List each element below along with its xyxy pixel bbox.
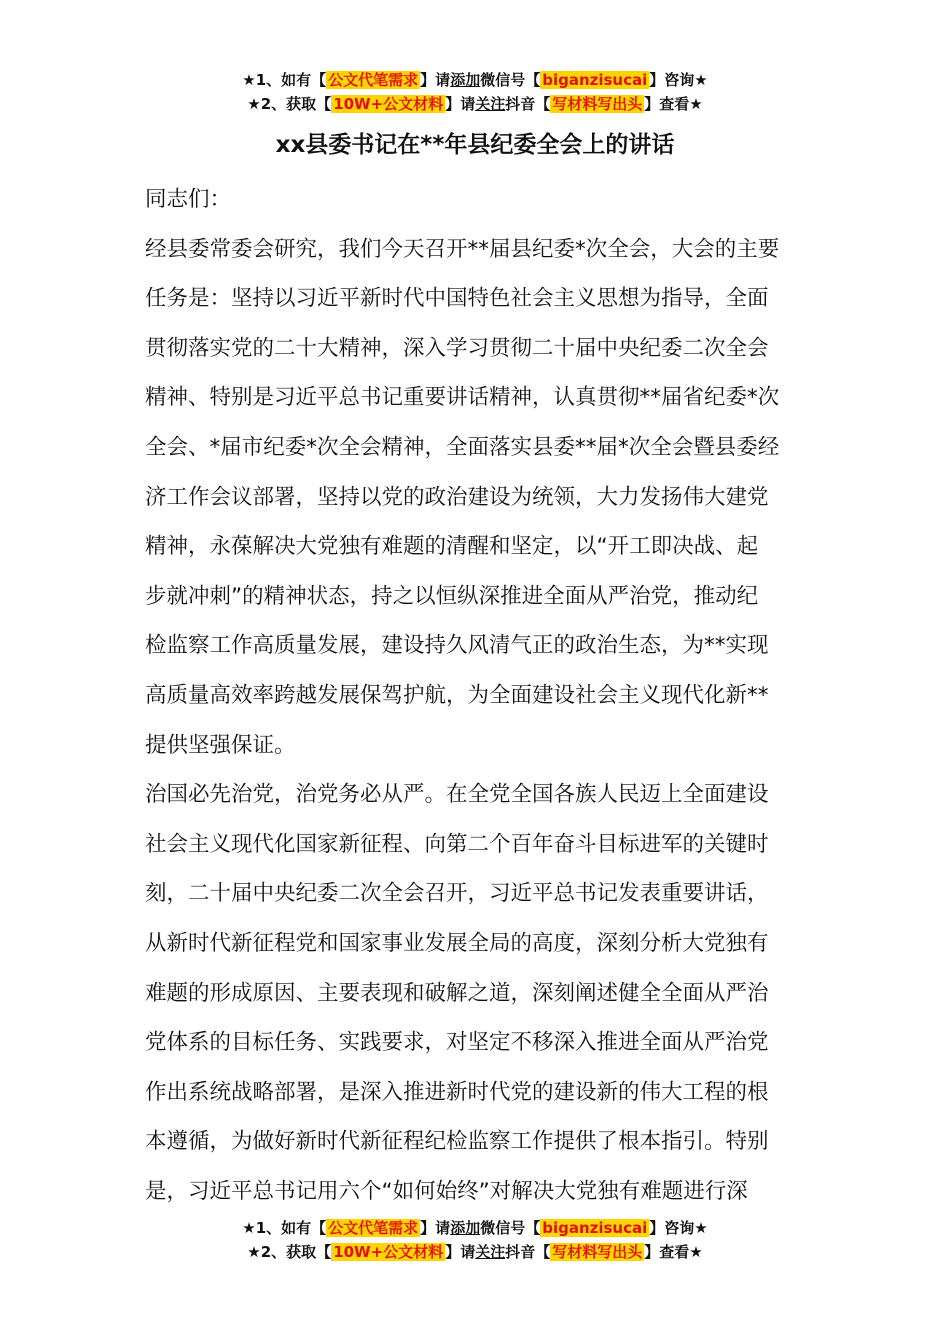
document-title: xx县委书记在**年县纪委全会上的讲话 (275, 132, 675, 158)
promo-text: 】请 (445, 95, 476, 113)
body-line: 作出系统战略部署，是深入推进新时代党的建设新的伟大工程的根 (145, 1079, 769, 1105)
promo-text: 抖音【 (505, 95, 551, 113)
promo-line-1 (0, 68, 950, 92)
promo-highlight: 公文代笔需求 (328, 71, 419, 89)
promo-text: 】查看★ (644, 95, 703, 113)
body-line: 同志们： (145, 187, 232, 212)
body-line: 贯彻落实党的二十大精神，深入学习贯彻二十届中央纪委二次全会 (145, 335, 769, 361)
body-line: 本遵循，为做好新时代新征程纪检监察工作提供了根本指引。特别 (145, 1129, 769, 1155)
body-line: 难题的形成原因、主要表现和破解之道，深刻阐述健全全面从严治 (145, 980, 769, 1006)
promo-emphasis: 关注 (475, 95, 506, 113)
body-line: 任务是：坚持以习近平新时代中国特色社会主义思想为指导，全面 (145, 286, 769, 312)
promo-line-1 (0, 1216, 950, 1240)
body-line: 刻，二十届中央纪委二次全会召开，习近平总书记发表重要讲话， (145, 881, 769, 907)
body-line: 精神，永葆解决大党独有难题的清醒和坚定，以“开工即决战、起 (145, 534, 759, 560)
promo-text: 】咨询★ (649, 71, 708, 89)
body-line: 检监察工作高质量发展，建设持久风清气正的政治生态，为**实现 (145, 633, 769, 659)
body-line: 经县委常委会研究，我们今天召开**届县纪委*次全会，大会的主要 (145, 236, 780, 262)
body-line: 党体系的目标任务、实践要求，对坚定不移深入推进全面从严治党 (145, 1030, 769, 1056)
promo-text: 微信号【 (480, 71, 541, 89)
body-line: 提供坚强保证。 (145, 732, 296, 758)
promo-header (0, 68, 950, 116)
promo-emphasis: 关注 (475, 1243, 506, 1261)
promo-highlight: 10W+公文材料 (333, 95, 444, 113)
promo-line-2 (0, 1240, 950, 1264)
promo-text: ★1、如有【 (242, 71, 327, 89)
promo-text: ★2、获取【 (247, 95, 332, 113)
promo-text: 】咨询★ (649, 1219, 708, 1237)
promo-text: 】请 (420, 1219, 451, 1237)
promo-douyin-name: 写材料写出头 (552, 95, 643, 113)
body-line: 从新时代新征程党和国家事业发展全局的高度，深刻分析大党独有 (145, 930, 769, 956)
body-line: 是，习近平总书记用六个“如何始终”对解决大党独有难题进行深 (145, 1178, 748, 1204)
body-line: 治国必先治党，治党务必从严。在全党全国各族人民迈上全面建设 (145, 782, 769, 808)
promo-wechat-id: biganzisucai (542, 1219, 648, 1237)
promo-highlight: 公文代笔需求 (328, 1219, 419, 1237)
promo-text: 微信号【 (480, 1219, 541, 1237)
promo-line-2 (0, 92, 950, 116)
promo-text: ★1、如有【 (242, 1219, 327, 1237)
body-line: 精神、特别是习近平总书记重要讲话精神，认真贯彻**届省纪委*次 (145, 385, 780, 411)
promo-douyin-name: 写材料写出头 (552, 1243, 643, 1261)
promo-emphasis: 添加 (450, 71, 481, 89)
promo-text: ★2、获取【 (247, 1243, 332, 1261)
body-line: 步就冲刺”的精神状态，持之以恒纵深推进全面从严治党，推动纪 (145, 583, 759, 609)
promo-text: 】请 (420, 71, 451, 89)
body-line: 全会、*届市纪委*次全会精神，全面落实县委**届*次全会暨县委经 (145, 434, 780, 460)
promo-footer (0, 1216, 950, 1264)
promo-text: 抖音【 (505, 1243, 551, 1261)
body-line: 济工作会议部署，坚持以党的政治建设为统领，大力发扬伟大建党 (145, 484, 769, 510)
promo-wechat-id: biganzisucai (542, 71, 648, 89)
promo-highlight: 10W+公文材料 (333, 1243, 444, 1261)
body-line: 社会主义现代化国家新征程、向第二个百年奋斗目标进军的关键时 (145, 831, 769, 857)
document-body (145, 175, 810, 1216)
promo-text: 】请 (445, 1243, 476, 1261)
promo-emphasis: 添加 (450, 1219, 481, 1237)
promo-text: 】查看★ (644, 1243, 703, 1261)
body-line: 高质量高效率跨越发展保驾护航，为全面建设社会主义现代化新** (145, 682, 769, 708)
